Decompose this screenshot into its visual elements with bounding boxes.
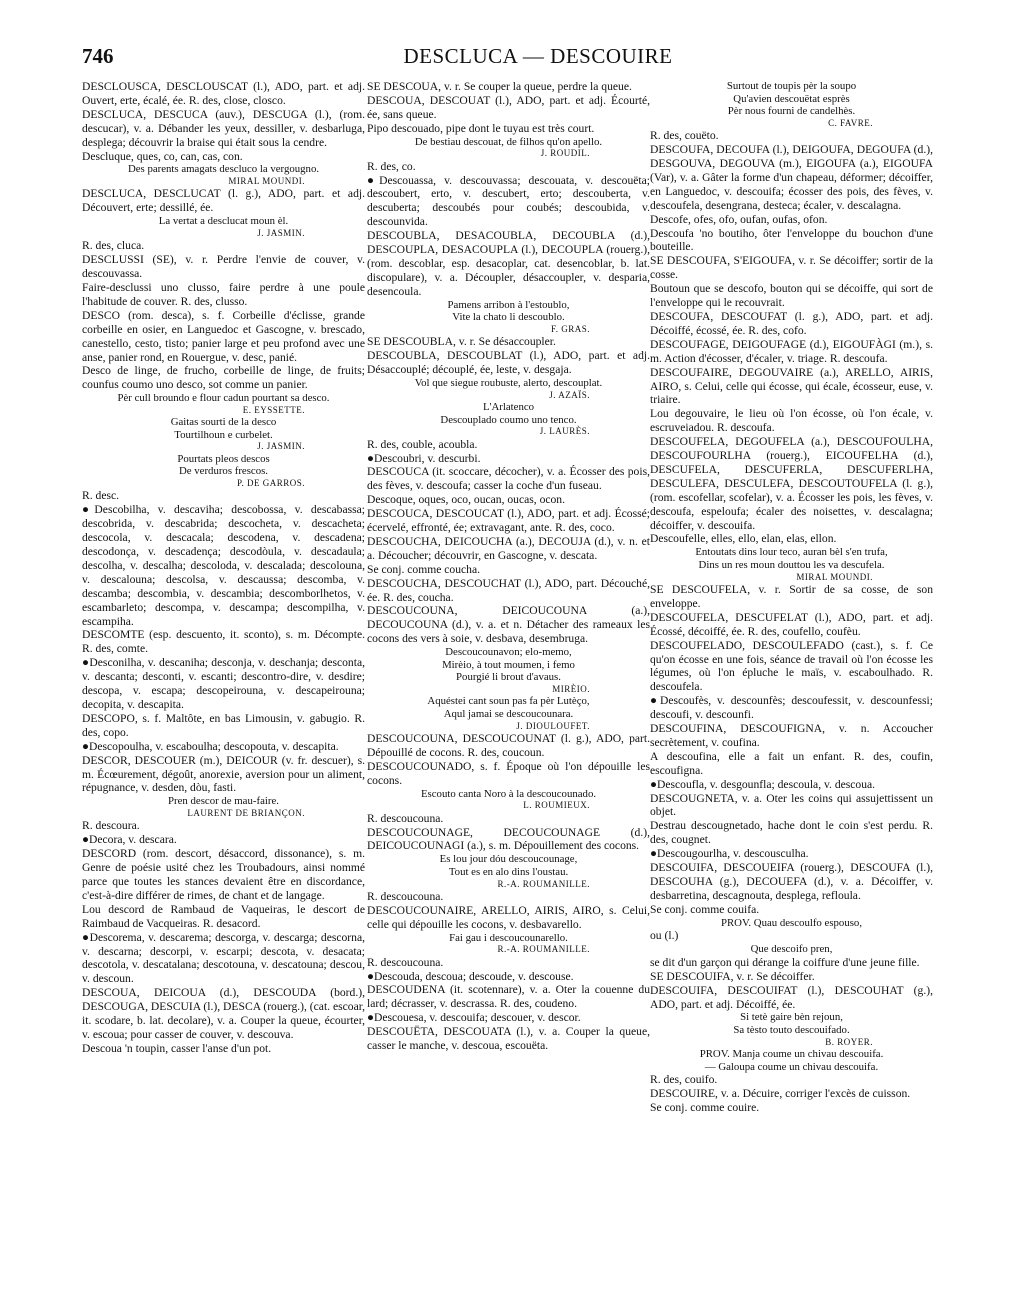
entry-paragraph: Destrau descougnetado, hache dont le coin s'est perdu. R. des, cougnet. [650, 819, 933, 847]
quotation-line: Descouplado coumo uno tenco. [440, 413, 577, 426]
entry-paragraph: R. des, co. [367, 159, 416, 173]
entry-paragraph: DESCOUDENA (it. scotennare), v. a. Oter la couenne du lard; décrasser, v. descrassa. R. des, coudeno. [367, 983, 650, 1011]
entry-paragraph: DESCOUËTA, DESCOUATA (l.), v. a. Couper la queue, casser le manche, v. descoua, escouëta. [367, 1025, 650, 1053]
entry-paragraph: R. descoucouna. [367, 955, 444, 969]
entry-paragraph: DESCOUBLA, DESACOUBLA, DECOUBLA (d.), DESCOUPLA, DESACOUPLA (l.), DECOUPLA (rouerg.), (rom. descoblar, esp. desacoplar, cat. desencoblar, b. lat. discopulare), v. a. Découpler, désaccoupler, v. desparia, desencoula. [367, 229, 650, 298]
entry-paragraph: DESCOUCOUNA, DESCOUCOUNAT (l. g.), ADO, part. Dépouillé de cocons. R. des, coucoun. [367, 731, 650, 759]
entry-paragraph: ●Desconilha, v. descaniha; desconja, v. deschanja; desconta, v. descanta; desconti, v. escanti; descontro-dire, v. desdire; descopa, v. escapa; descopeirouna, v. descapeirouna; decopita, v. descapita. [82, 656, 365, 711]
entry-paragraph: Se conj. comme couire. [650, 1101, 760, 1115]
quotation-line: Escouto canta Noro à la descoucounado. [420, 787, 597, 800]
attribution: J. JASMIN. [257, 227, 305, 238]
attribution: MIRAL MOUNDI. [796, 571, 873, 582]
entry-paragraph: DESCO (rom. desca), s. f. Corbeille d'éclisse, grande corbeille en osier, en Languedoc et Gascogne, v. brescado, canestello, cesto, tisto; panier large et peu profond avec une anse, panier rond, en Rouergue, v. desc, panié. [82, 308, 365, 364]
entry-paragraph: ●Descouesa, v. descouifa; descouer, v. descor. [367, 1011, 581, 1025]
column-left [82, 80, 365, 1056]
entry-paragraph: DESCOUA, DESCOUAT (l.), ADO, part. et adj. Écourté, ée, sans queue. [367, 93, 650, 121]
quotation-line: Pèr cull broundo e flour cadun pourtant sa desco. [117, 392, 330, 405]
entry-paragraph: DESCOUCA (it. scoccare, décocher), v. a. Écosser des pois, des fèves, v. descoufa; casser la coche d'un fuseau. [367, 465, 650, 493]
entry-paragraph: ●Descopoulha, v. escaboulha; descopouta, v. descapita. [82, 739, 339, 753]
entry-paragraph: R. descoucouna. [367, 811, 444, 825]
entry-paragraph: DESCOUCOUNAGE, DECOUCOUNAGE (d.), DEICOUCOUNAGI (a.), s. m. Dépouillement des cocons. [367, 825, 650, 853]
entry-paragraph: SE DESCOUBLA, v. r. Se désaccoupler. [367, 335, 556, 349]
entry-paragraph: Descoque, oques, oco, oucan, oucas, ocon. [367, 493, 565, 507]
entry-paragraph: ●Descoufla, v. desgounfla; descoula, v. descoua. [650, 777, 876, 791]
attribution: P. DE GARROS. [236, 478, 305, 488]
quotation-line: Pèr nous fourni de candelhès. [727, 105, 856, 118]
quotation-line: Aquéstei cant soun pas fa pèr Lutèço, [427, 695, 590, 708]
quotation-line: Fai gau i descoucounarello. [449, 931, 568, 944]
column-middle [367, 80, 650, 1053]
attribution: F. GRAS. [550, 323, 590, 334]
entry-paragraph: R. descoura. [82, 819, 140, 833]
entry-paragraph: Descoua 'n toupin, casser l'anse d'un pot. [82, 1041, 272, 1055]
entry-paragraph: R. descoucouna. [367, 889, 444, 903]
attribution: B. ROYER. [825, 1036, 873, 1047]
entry-paragraph: ●Descougourlha, v. descousculha. [650, 847, 809, 861]
quotation-line: — Galoupa coume un chivau descouifa. [704, 1060, 879, 1073]
attribution: L. ROUMIEUX. [523, 800, 590, 811]
quotation-line: L'Arlatenco [482, 401, 535, 413]
attribution: J. AZAÏS. [549, 389, 590, 400]
entry-paragraph: Se conj. comme coucha. [367, 562, 480, 576]
attribution: MIRAL MOUNDI. [228, 176, 305, 187]
quotation-line: Descoucounavon; elo-memo, [445, 646, 572, 659]
entry-paragraph: DESCOUFELA, DESCUFELAT (l.), ADO, part. et adj. Écossé, décoiffé, ée. R. des, coufello, coufèu. [650, 610, 933, 638]
page-number: 746 [82, 44, 114, 68]
entry-paragraph: DESCOUFAIRE, DEGOUVAIRE (a.), ARELLO, AIRIS, AIRO, s. Celui, celle qui écosse, qui écale, écosseur, euse, v. triaire. [650, 365, 933, 407]
entry-paragraph: Se conj. comme couifa. [650, 902, 760, 916]
entry-paragraph: ●Decora, v. descara. [82, 833, 177, 847]
attribution: R.-A. ROUMANILLE. [497, 878, 590, 889]
entry-paragraph: se dit d'un garçon qui dérange la coiffure d'une jeune fille. [650, 955, 920, 969]
quotation-line: De bestiau descouat, de filhos qu'on apello. [414, 135, 603, 148]
entry-paragraph: Lou descord de Rambaud de Vaqueiras, le descort de Raimbaud de Vacqueiras. R. desacord. [82, 902, 365, 930]
entry-paragraph: R. des, couble, acoubla. [367, 437, 478, 451]
quotation-line: La vertat a desclucat moun èl. [158, 215, 289, 228]
entry-paragraph: DESCLUCA, DESCLUCAT (l. g.), ADO, part. et adj. Découvert, erte; dessillé, ée. [82, 187, 365, 215]
quotation-line: Mirèio, à tout moumen, i femo [442, 658, 575, 671]
entry-paragraph: Descoufelle, elles, ello, elan, elas, ellon. [650, 532, 837, 546]
entry-paragraph: DESCOUCOUNA, DEICOUCOUNA (a.), DECOUCOUNA (d.), v. a. et n. Détacher des rameaux les cocons des vers à soie, v. desbava, desembruga. [367, 604, 650, 646]
quotation-line: PROV. Quau descoulfo espouso, [720, 916, 863, 929]
entry-paragraph: ●Descoufès, v. descounfès; descoufessit, v. descounfessi; descoufi, v. descounfi. [650, 694, 933, 722]
quotation-line: Entoutats dins lour teco, auran bèl s'en trufa, [695, 546, 888, 559]
attribution: J. ROUDIL. [540, 148, 590, 159]
entry-paragraph: DESCOUFA, DESCOUFAT (l. g.), ADO, part. et adj. Décoiffé, écossé, ée. R. des, cofo. [650, 309, 933, 337]
attribution: MIRÈIO. [552, 683, 590, 694]
entry-paragraph: DESCOUIFA, DESCOUEIFA (rouerg.), DESCOUFA (l.), DESCOUHA (g.), DECOUEFA (d.), v. a. Décoiffer, v. desbarretina, descagnouta, desplega, refloula. [650, 861, 933, 902]
attribution: C. FAVRE. [828, 117, 873, 128]
entry-paragraph: DESCLUSSI (SE), v. r. Perdre l'envie de couver, v. descouvassa. [82, 253, 365, 281]
entry-paragraph: Faire-descl​ussi uno clusso, faire perdre à une poule l'habitude de couver. R. des, clusso. [82, 280, 365, 308]
quotation-line: Pourtats pleos descos [177, 452, 270, 465]
entry-paragraph: ●Descouassa, v. descouvassa; descouata, v. descouëta; descoubert, erto, v. descubert, erto; descouberta, v. descuberta; descoubés pour coubés; descoubida, v. descounvida. [367, 173, 650, 229]
entry-paragraph: DESCOUFELADO, DESCOULEFADO (cast.), s. f. Ce qu'on écosse en une fois, séance de travail où l'on écosse les légumes, où l'on épluche le maïs, v. escaboulhado. R. descoufela. [650, 638, 933, 694]
quotation-line: Des parents amagats descluco la vergougno. [127, 163, 320, 176]
entry-paragraph: Desco de linge, de frucho, corbeille de linge, de fruits; counfus coumo uno desco, sot comme un panier. [82, 364, 365, 392]
quotation-line: Vol que siegue roubuste, alerto, descouplat. [414, 377, 603, 389]
entry-paragraph: DESCOUCOUNAIRE, ARELLO, AIRIS, AIRO, s. Celui, celle qui dépouille les cocons, v. desbavarello. [367, 903, 650, 931]
page-header [82, 44, 994, 78]
entry-paragraph: ●Descoubri, v. descurbi. [367, 451, 481, 465]
entry-paragraph: ●Descorema, v. descarema; descorga, v. descarga; descorna, v. descarna; descorpi, v. escarpi; descota, v. desacata; descotola, v. descatalana; descotouna, v. descatouna; descou, v. descoun. [82, 930, 365, 986]
quotation-line: Gaitas sourti de la desco [170, 416, 277, 429]
entry-paragraph: DESCOR, DESCOUER (m.), DEICOUR (v. fr. descuer), s. m. Écœurement, dégoût, anorexie, aversion pour un aliment, répugnance, v. desden, dòu, fasti. [82, 753, 365, 795]
quotation-line: Vite la chato li descoublo. [452, 311, 565, 324]
quotation-line: Que descoifo pren, [750, 943, 833, 956]
quotation-line: De verduros frescos. [178, 465, 269, 478]
entry-paragraph: SE DESCOUA, v. r. Se couper la queue, perdre la queue. [367, 80, 632, 93]
entry-paragraph: ou (l.) [650, 929, 679, 943]
entry-paragraph: Descoufa 'no boutiho, ôter l'enveloppe du bouchon d'une bouteille. [650, 226, 933, 254]
attribution: LAURENT DE BRIANÇON. [187, 807, 305, 818]
entry-paragraph: DESCOUBLA, DESCOUBLAT (l.), ADO, part. et adj. Désaccouplé; découplé, ée, leste, v. desgaja. [367, 349, 650, 377]
entry-paragraph: SE DESCOUFELA, v. r. Sortir de sa cosse, de son enveloppe. [650, 582, 933, 610]
running-head: DESCLUCA — DESCOUIRE [403, 44, 673, 68]
attribution: E. EYSSETTE. [242, 404, 305, 415]
entry-paragraph: R. desc. [82, 489, 120, 503]
entry-paragraph: R. des, couifo. [650, 1073, 718, 1087]
entry-paragraph: DESCOUFELA, DEGOUFELA (a.), DESCOUFOULHA, DESCOUFOURLHA (rouerg.), EICOUFELHA (d.), DESCUFELA, DESCUFERLA, DESCUFERLHA, DESCULEFA, DESCULEFA, DESCOUTOUFELA (l. g.), (rom. escofellar, scofelar), v. a. Écosser les pois, les fèves, v. descoufa, espeloufa; écaler des noisettes, v. descalagna; décoiffer, v. descouifa. [650, 435, 933, 532]
quotation-line: Aqul jamai se descoucounara. [443, 707, 574, 720]
entry-paragraph: DESCOPO, s. f. Maltôte, en bas Limousin, v. gabugio. R. des, copo. [82, 711, 365, 739]
entry-paragraph: DESCOUFINA, DESCOUFIGNA, v. n. Accoucher secrètement, v. coufina. [650, 722, 933, 749]
entry-paragraph: Descofe, ofes, ofo, oufan, oufas, ofon. [650, 212, 828, 226]
entry-paragraph: SE DESCOUFA, S'EIGOUFA, v. r. Se décoiffer; sortir de la cosse. [650, 254, 933, 282]
entry-paragraph: DESCOUCOUNADO, s. f. Époque où l'on dépouille les cocons. [367, 759, 650, 787]
entry-paragraph: DESCOUCA, DESCOUCAT (l.), ADO, part. et adj. Écossé; écervelé, effronté, ée; extravagant, ante. R. des, coco. [367, 507, 650, 535]
entry-paragraph: Pipo descouado, pipe dont le tuyau est très court. [367, 121, 595, 135]
entry-paragraph: Descluque, ques, co, can, cas, con. [82, 149, 243, 163]
entry-paragraph: A descoufina, elle a fait un enfant. R. des, coufin, escoufigna. [650, 749, 933, 777]
column-right [650, 80, 933, 1115]
entry-paragraph: DESCOUGNETA, v. a. Oter les coins qui assujettissent un objet. [650, 791, 933, 819]
attribution: J. LAURÈS. [539, 426, 590, 437]
attribution: J. DIOULOUFET. [516, 720, 590, 731]
entry-paragraph: DESCOUIFA, DESCOUIFAT (l.), DESCOUHAT (g.), ADO, part. et adj. Décoiffé, ée. [650, 983, 933, 1011]
quotation-line: Dins un res moun douttou les va descufela. [698, 558, 885, 571]
quotation-line: Pourgié li brout d'avaus. [456, 671, 561, 684]
entry-paragraph: DESCLUCA, DESCUCA (auv.), DESCUGA (l.), (rom. descucar), v. a. Débander les yeux, dessiller, v. desbarluga, desplega; découvrir la braise qui était sous la cendre. [82, 107, 365, 149]
quotation-line: Pamens arribon à l'estoublo, [447, 298, 570, 311]
quotation-line: Tout es en alo dins l'oustau. [448, 865, 569, 878]
entry-paragraph: DESCOMTE (esp. descuento, it. sconto), s. m. Décompte. R. des, comte. [82, 628, 365, 656]
entry-paragraph: SE DESCOUIFA, v. r. Se décoiffer. [650, 969, 815, 983]
entry-paragraph: DESCOUCHA, DEICOUCHA (a.), DECOUJA (d.), v. n. et a. Découcher; découvrir, en Gascogne, v. descata. [367, 534, 650, 562]
attribution: R.-A. ROUMANILLE. [497, 944, 590, 955]
attribution: J. JASMIN. [257, 441, 305, 452]
quotation-line: Tourtilhoun e curbelet. [174, 428, 273, 441]
quotation-line: Qu'avien descouëtat esprès [733, 92, 850, 105]
entry-paragraph: DESCOUIRE, v. a. Décuire, corriger l'excès de cuisson. [650, 1087, 911, 1101]
entry-paragraph: DESCOUCHA, DESCOUCHAT (l.), ADO, part. Découché, ée. R. des, coucha. [367, 576, 650, 604]
quotation-line: Surtout de toupis pèr la soupo [726, 80, 857, 92]
quotation-line: Sa tèsto touto descouifado. [733, 1024, 850, 1037]
quotation-line: Es lou jour dóu descoucounage, [439, 853, 578, 866]
entry-paragraph: Lou degouvaire, le lieu où l'on écosse, où l'on écale, v. escruveiadou. R. descoufa. [650, 407, 933, 435]
entry-paragraph: R. des, cluca. [82, 239, 145, 253]
quotation-line: PROV. Manja coume un chivau descouifa. [699, 1048, 884, 1061]
entry-paragraph: DESCOUA, DEICOUA (d.), DESCOUDA (bord.), DESCOUGA, DESCUIA (l.), DESCA (rouerg.), (cat. escoar, it. scodare, b. lat. decolare), v. a. Couper la queue, écourter, v. escoua; pour casser de couver, v. descouva. [82, 986, 366, 1041]
entry-paragraph: ●Descobilha, v. descaviha; descobossa, v. descabassa; descobrida, v. descabrida; descocheta, v. descacheta; descocola, v. descacala; descodena, v. descadena; descodonça, v. descadença; descodòula, v. descadaula; descolha, v. descalha; descoloda, v. descalada; descolouna, v. descalouna; descolsa, v. descaussa; descomba, v. descamba; descombia, v. descambia; descomborlhetos, v. escambarleto; descompa, v. descampa; descompilha, v. escampiha. [82, 503, 365, 628]
entry-paragraph: DESCOUFAGE, DEIGOUFAGE (d.), EIGOUFÀGI (m.), s. m. Action d'écosser, d'écaler, v. triage. R. descoufa. [650, 337, 933, 365]
entry-paragraph: Boutoun que se descofo, bouton qui se décoiffe, qui sort de l'enveloppe qui le recouvrait. [650, 282, 933, 310]
entry-paragraph: ●Descouda, descoua; descoude, v. descouse. [367, 969, 574, 983]
quotation-line: Si tetè gaire bèn rejoun, [740, 1011, 843, 1024]
quotation-line: Pren descor de mau-faire. [168, 795, 279, 808]
entry-paragraph: DESCOUFA, DECOUFA (l.), DEIGOUFA, DEGOUFA (d.), DESGOUVA, DEGOUVA (m.), EIGOUFA (a.), EIGOUFA (Var), v. a. Gâter la forme d'un chapeau, déformer; décoiffer, en Languedoc, v. descouifa; écosser des pois, des fèves, v. descoufela, desengrana, desteca; écaler, v. descalagna. [650, 143, 933, 212]
entry-paragraph: DESCORD (rom. descort, désaccord, dissonance), s. m. Genre de poésie usité chez les Troubadours, ainsi nommé parce que toutes les stances devaient être en discordance, c'est-à-dire différer de rimes, de chant et de langage. [82, 847, 365, 902]
entry-paragraph: DESCLOUSCA, DESCLOUSCAT (l.), ADO, part. et adj. Ouvert, erte, écalé, ée. R. des, close, closco. [82, 80, 365, 107]
entry-paragraph: R. des, couëto. [650, 129, 719, 143]
